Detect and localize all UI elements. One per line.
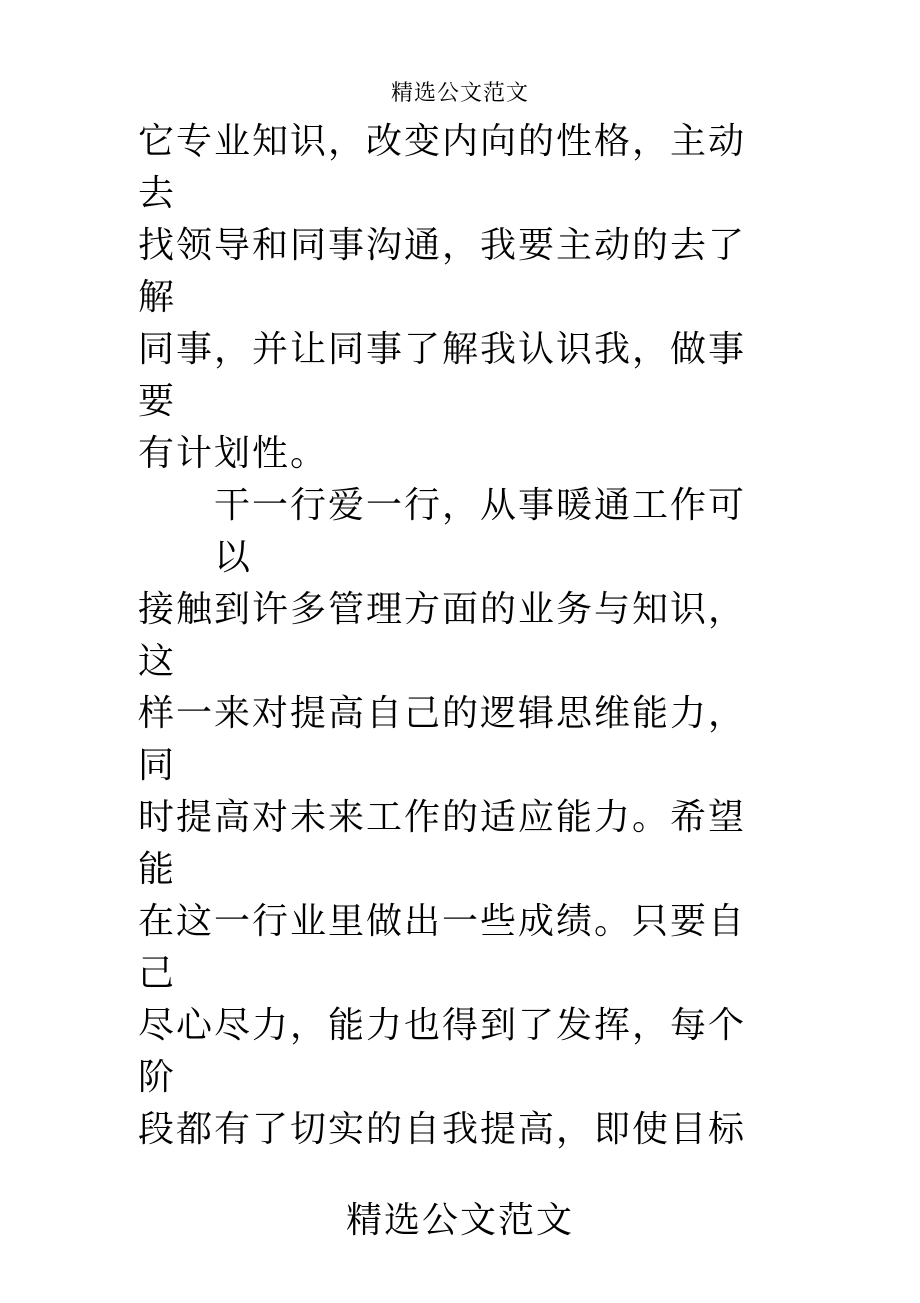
text-line: 时提高对未来工作的适应能力。希望	[138, 797, 747, 838]
text-line: 尽心尽力，能力也得到了发挥，每个	[138, 1005, 747, 1046]
text-line-indented: 干一行爱一行，从事暖通工作可	[214, 485, 747, 526]
page-header: 精选公文范文	[390, 81, 529, 106]
text-line: 同	[138, 745, 177, 786]
text-line-indented: 以	[214, 537, 253, 578]
text-line: 能	[138, 849, 177, 890]
text-line: 它专业知识，改变内向的性格，主动	[138, 121, 747, 162]
text-line: 阶	[138, 1057, 177, 1098]
text-line: 己	[138, 953, 177, 994]
text-line: 有计划性。	[138, 433, 329, 474]
page-footer: 精选公文范文	[345, 1200, 574, 1241]
text-line: 去	[138, 173, 177, 214]
text-line: 接触到许多管理方面的业务与知识，	[138, 589, 747, 630]
text-line: 同事，并让同事了解我认识我，做事	[138, 329, 747, 370]
document-body	[138, 116, 760, 1156]
text-line: 解	[138, 277, 177, 318]
text-line: 样一来对提高自己的逻辑思维能力，	[138, 693, 747, 734]
text-line: 要	[138, 381, 177, 422]
text-line: 找领导和同事沟通，我要主动的去了	[138, 225, 747, 266]
text-line: 段都有了切实的自我提高，即使目标	[138, 1109, 747, 1150]
text-line: 这	[138, 641, 177, 682]
text-line: 在这一行业里做出一些成绩。只要自	[138, 901, 747, 942]
